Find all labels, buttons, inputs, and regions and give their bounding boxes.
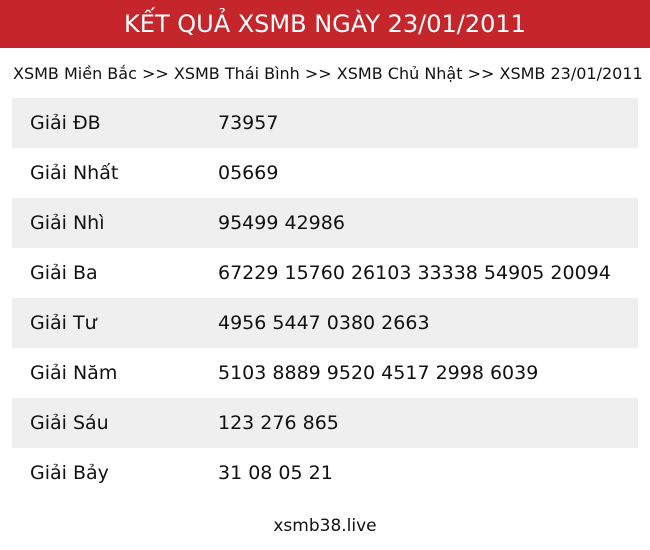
- breadcrumb-item[interactable]: XSMB 23/01/2011: [499, 63, 643, 83]
- table-row: [12, 248, 638, 298]
- prize-numbers: 31 08 05 21: [218, 462, 333, 484]
- table-row: [12, 348, 638, 398]
- breadcrumb-item[interactable]: XSMB Miền Bắc: [13, 63, 137, 83]
- table-row: [12, 148, 638, 198]
- breadcrumb-separator: >>: [136, 63, 174, 83]
- table-row: [12, 198, 638, 248]
- prize-numbers: 05669: [218, 162, 279, 184]
- breadcrumb-item[interactable]: XSMB Chủ Nhật: [336, 63, 463, 83]
- results-table: [12, 98, 638, 498]
- breadcrumb-separator: >>: [299, 63, 337, 83]
- prize-numbers: 5103 8889 9520 4517 2998 6039: [218, 362, 539, 384]
- prize-numbers: 95499 42986: [218, 212, 345, 234]
- breadcrumb: [0, 48, 650, 98]
- prize-label: Giải Sáu: [30, 412, 109, 434]
- page-title: KẾT QUẢ XSMB NGÀY 23/01/2011: [124, 10, 526, 38]
- table-row: [12, 398, 638, 448]
- prize-label: Giải Nhất: [30, 162, 119, 184]
- prize-numbers: 4956 5447 0380 2663: [218, 312, 430, 334]
- prize-label: Giải ĐB: [30, 112, 101, 134]
- prize-label: Giải Nhì: [30, 212, 105, 234]
- site-link[interactable]: xsmb38.live: [273, 516, 377, 536]
- prize-label: Giải Tư: [30, 312, 97, 334]
- breadcrumb-item[interactable]: XSMB Thái Bình: [173, 63, 300, 83]
- table-row: [12, 98, 638, 148]
- prize-numbers: 123 276 865: [218, 412, 339, 434]
- table-row: [12, 448, 638, 498]
- breadcrumb-separator: >>: [462, 63, 500, 83]
- prize-label: Giải Bảy: [30, 462, 109, 484]
- prize-numbers: 73957: [218, 112, 279, 134]
- prize-numbers: 67229 15760 26103 33338 54905 20094: [218, 262, 611, 284]
- prize-label: Giải Năm: [30, 362, 118, 384]
- table-row: [12, 298, 638, 348]
- prize-label: Giải Ba: [30, 262, 98, 284]
- footer: [0, 516, 650, 536]
- header: [0, 0, 650, 48]
